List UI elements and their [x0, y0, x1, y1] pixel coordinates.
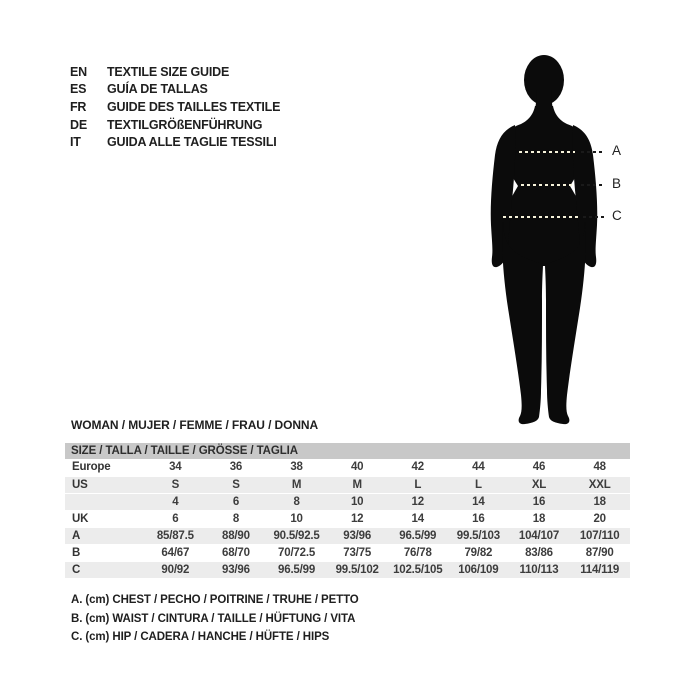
table-cell: 16 [448, 510, 509, 527]
table-cell: 87/90 [569, 544, 630, 561]
language-label: GUÍA DE TALLAS [107, 82, 208, 97]
table-cell: M [327, 476, 388, 493]
woman-silhouette-icon [445, 50, 645, 430]
language-list [70, 63, 280, 151]
table-cell: 99.5/103 [448, 527, 509, 544]
table-cell: 8 [266, 493, 327, 510]
table-cell: 96.5/99 [266, 561, 327, 578]
table-cell: 106/109 [448, 561, 509, 578]
table-cell: 102.5/105 [387, 561, 448, 578]
language-row-es [70, 81, 280, 99]
table-cell: 18 [569, 493, 630, 510]
table-cell: 90.5/92.5 [266, 527, 327, 544]
table-cell: 44 [448, 459, 509, 476]
table-cell: 16 [509, 493, 570, 510]
language-label: TEXTILE SIZE GUIDE [107, 64, 230, 79]
table-cell: 4 [145, 493, 206, 510]
measure-line-c-leader [583, 216, 605, 218]
language-row-en [70, 63, 280, 81]
measure-label-a: A [612, 143, 622, 158]
language-label: TEXTILGRÖßENFÜHRUNG [107, 117, 263, 132]
table-cell: 20 [569, 510, 630, 527]
table-cell: 96.5/99 [387, 527, 448, 544]
language-code: IT [70, 135, 81, 150]
legend-hip: C. (cm) HIP / CADERA / HANCHE / HÜFTE / HIPS [71, 631, 330, 643]
row-label: A [65, 527, 145, 544]
table-row-uk [65, 510, 630, 527]
measure-label-b: B [612, 176, 622, 191]
table-row-us-numbers [65, 493, 630, 510]
legend-chest: A. (cm) CHEST / PECHO / POITRINE / TRUHE / PETTO [71, 594, 359, 606]
table-cell: 42 [387, 459, 448, 476]
measure-line-a-leader [581, 151, 605, 153]
language-row-de [70, 116, 280, 134]
measurement-legend [71, 591, 359, 647]
language-row-it [70, 133, 280, 151]
table-cell: 70/72.5 [266, 544, 327, 561]
table-cell: 18 [509, 510, 570, 527]
language-label: GUIDE DES TAILLES TEXTILE [107, 99, 281, 114]
table-cell: 40 [327, 459, 388, 476]
table-row-europe [65, 459, 630, 476]
table-cell: 46 [509, 459, 570, 476]
table-cell: 79/82 [448, 544, 509, 561]
table-cell: L [387, 476, 448, 493]
table-cell: 10 [266, 510, 327, 527]
table-cell: 14 [448, 493, 509, 510]
table-cell: M [266, 476, 327, 493]
table-cell: S [145, 476, 206, 493]
section-title-woman: WOMAN / MUJER / FEMME / FRAU / DONNA [71, 418, 319, 432]
table-row-waist [65, 544, 630, 561]
size-table [65, 443, 630, 579]
table-cell: 12 [387, 493, 448, 510]
language-label: GUIDA ALLE TAGLIE TESSILI [107, 135, 277, 150]
table-cell: 99.5/102 [327, 561, 388, 578]
table-cell: 6 [206, 493, 267, 510]
table-row-us-letters [65, 476, 630, 493]
row-label: Europe [65, 459, 145, 476]
table-cell: XXL [569, 476, 630, 493]
table-row-hip [65, 561, 630, 578]
table-cell: 8 [206, 510, 267, 527]
measure-line-b-leader [581, 184, 605, 186]
table-cell: 93/96 [327, 527, 388, 544]
table-cell: 14 [387, 510, 448, 527]
language-code: FR [70, 99, 87, 114]
table-cell: 38 [266, 459, 327, 476]
row-label: B [65, 544, 145, 561]
row-label: C [65, 561, 145, 578]
table-cell: 85/87.5 [145, 527, 206, 544]
table-cell: 76/78 [387, 544, 448, 561]
table-cell: 36 [206, 459, 267, 476]
table-cell: 114/119 [569, 561, 630, 578]
table-header-row [65, 443, 630, 459]
measure-line-a-on-body [519, 151, 575, 153]
table-cell: 83/86 [509, 544, 570, 561]
table-cell: XL [509, 476, 570, 493]
table-cell: S [206, 476, 267, 493]
table-header-cell: SIZE / TALLA / TAILLE / GRÖSSE / TAGLIA [65, 443, 630, 459]
language-code: DE [70, 117, 87, 132]
row-label [65, 493, 145, 510]
table-cell: 34 [145, 459, 206, 476]
table-cell: 104/107 [509, 527, 570, 544]
table-cell: 6 [145, 510, 206, 527]
table-cell: 64/67 [145, 544, 206, 561]
table-cell: 68/70 [206, 544, 267, 561]
table-cell: L [448, 476, 509, 493]
table-cell: 73/75 [327, 544, 388, 561]
legend-waist: B. (cm) WAIST / CINTURA / TAILLE / HÜFTUNG / VITA [71, 612, 356, 625]
table-cell: 12 [327, 510, 388, 527]
table-cell: 90/92 [145, 561, 206, 578]
table-cell: 93/96 [206, 561, 267, 578]
row-label: UK [65, 510, 145, 527]
language-code: ES [70, 82, 87, 97]
language-code: EN [70, 64, 87, 79]
table-row-chest [65, 527, 630, 544]
measure-line-c-on-body [503, 216, 579, 218]
measure-label-c: C [612, 208, 622, 223]
language-row-fr [70, 98, 280, 116]
woman-figure [445, 50, 645, 430]
measure-line-b-on-body [521, 184, 574, 186]
table-cell: 110/113 [509, 561, 570, 578]
table-cell: 88/90 [206, 527, 267, 544]
table-cell: 48 [569, 459, 630, 476]
table-cell: 107/110 [569, 527, 630, 544]
row-label: US [65, 476, 145, 493]
table-cell: 10 [327, 493, 388, 510]
